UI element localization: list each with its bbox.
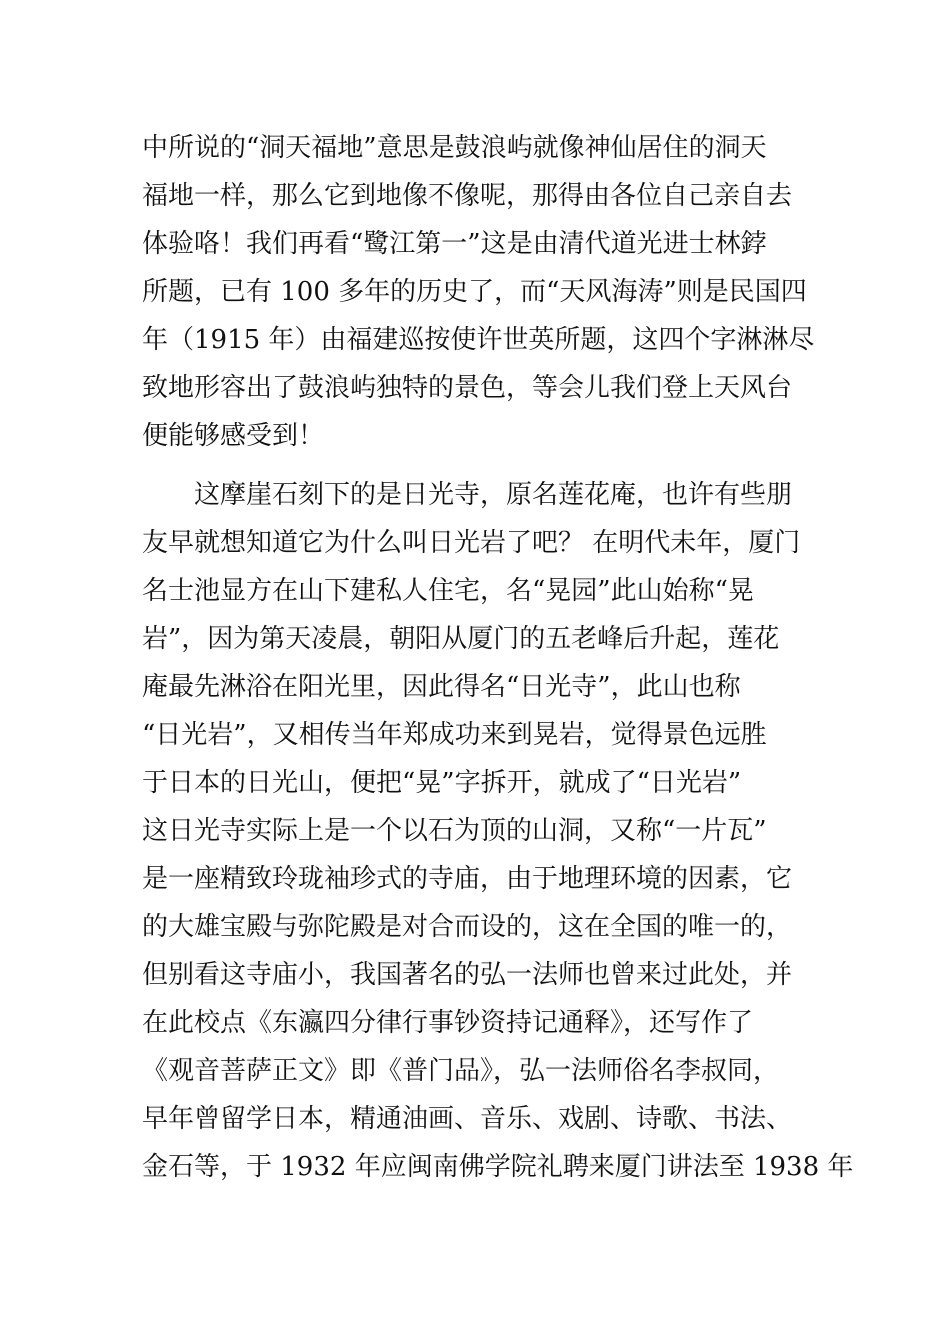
text-line: “日光岩”，又相传当年郑成功来到晃岩，觉得景色远胜 [142, 720, 767, 750]
text-line: 这摩崖石刻下的是日光寺，原名莲花庵，也许有些朋 [142, 480, 793, 510]
text-line: 福地一样，那么它到地像不像呢，那得由各位自己亲自去 [142, 181, 793, 211]
text-line: 中所说的“洞天福地”意思是鼓浪屿就像神仙居住的洞天 [142, 133, 767, 163]
text-line: 致地形容出了鼓浪屿独特的景色，等会儿我们登上天风台 [142, 373, 793, 403]
paragraph-1 [142, 124, 815, 460]
text-line: 年（1915 年）由福建巡按使许世英所题，这四个字淋淋尽 [142, 325, 815, 355]
text-line: 是一座精致玲珑袖珍式的寺庙，由于地理环境的因素，它 [142, 864, 793, 894]
text-line: 庵最先淋浴在阳光里，因此得名“日光寺”，此山也称 [142, 672, 741, 702]
text-line: 于日本的日光山，便把“晃”字拆开，就成了“日光岩” [142, 768, 742, 798]
text-line: 《观音菩萨正文》即《普门品》，弘一法师俗名李叔同， [142, 1056, 780, 1086]
text-line: 名士池显方在山下建私人住宅，名“晃园”此山始称“晃 [142, 576, 754, 606]
text-line: 岩”，因为第天凌晨，朝阳从厦门的五老峰后升起，莲花 [142, 624, 780, 654]
text-line: 所题，已有 100 多年的历史了，而“天风海涛”则是民国四 [142, 277, 807, 307]
text-line: 体验咯！我们再看“鹭江第一”这是由清代道光进士林鋍 [142, 229, 767, 259]
text-line: 金石等，于 1932 年应闽南佛学院礼聘来厦门讲法至 1938 年 [142, 1152, 854, 1182]
text-line: 早年曾留学日本，精通油画、音乐、戏剧、诗歌、书法、 [142, 1104, 793, 1134]
text-line: 但别看这寺庙小，我国著名的弘一法师也曾来过此处，并 [142, 960, 793, 990]
text-line: 便能够感受到！ [142, 421, 325, 451]
text-line: 这日光寺实际上是一个以石为顶的山洞，又称“一片瓦” [142, 816, 767, 846]
paragraph-2 [142, 471, 854, 1191]
text-line: 友早就想知道它为什么叫日光岩了吧？ 在明代未年，厦门 [142, 528, 801, 558]
text-line: 的大雄宝殿与弥陀殿是对合而设的，这在全国的唯一的， [142, 912, 793, 942]
text-line: 在此校点《东瀛四分律行事钞资持记通释》，还写作了 [142, 1008, 754, 1038]
